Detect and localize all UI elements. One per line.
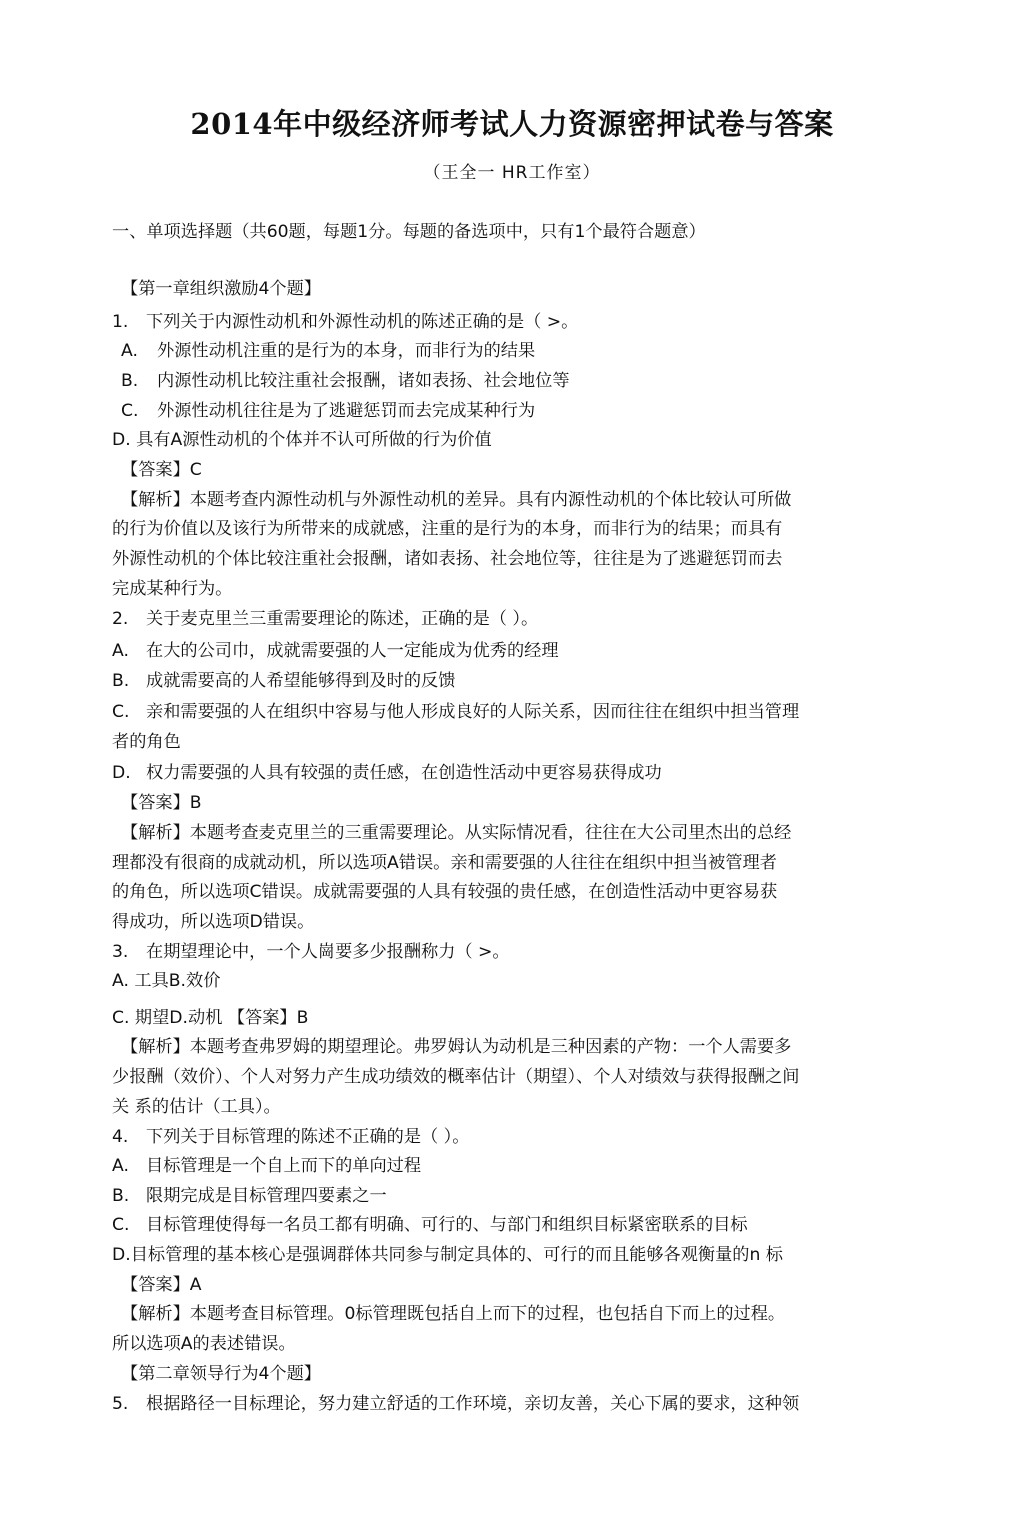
- option-label: B.: [121, 371, 139, 391]
- line-text: 内源性动机比较注重社会报酬，诸如表扬、社会地位等: [157, 371, 570, 391]
- text-line: [112, 762, 662, 784]
- text-line: [112, 1214, 748, 1236]
- text-line: [112, 1333, 296, 1355]
- text-line: [121, 1036, 791, 1058]
- text-line: [112, 911, 314, 933]
- line-text: 目标管理使得每一名员工都有明确、可行的、与部门和组织目标紧密联系的目标: [146, 1215, 748, 1235]
- text-line: [112, 1155, 421, 1177]
- text-line: [112, 1096, 281, 1118]
- line-text: 在大的公司巾，成就需要强的人一定能成为优秀的经理: [146, 641, 559, 661]
- item-number: B.: [112, 1186, 130, 1206]
- text-line: [112, 578, 232, 600]
- text-line: [112, 518, 782, 540]
- item-number: 5.: [112, 1394, 129, 1414]
- text-line: [121, 400, 535, 422]
- line-text: 【答案】B: [121, 793, 202, 813]
- line-text: 【答案】C: [121, 460, 202, 480]
- option-label: A.: [121, 341, 138, 361]
- line-text: D. 具有A源性动机的个体并不认可所做的行为价值: [112, 430, 492, 450]
- text-line: [112, 731, 181, 753]
- line-text: 理都没有很商的成就动机，所以选项A错误。亲和需要强的人往往在组织中担当被管理者: [112, 853, 777, 873]
- text-line: [112, 1126, 469, 1148]
- item-number: A.: [112, 1156, 129, 1176]
- line-text: 下列关于内源性动机和外源性动机的陈述正确的是（ >。: [146, 312, 579, 332]
- text-line: [112, 701, 799, 723]
- item-number: B.: [112, 671, 130, 691]
- line-text: 权力需要强的人具有较强的责任感，在创造性活动中更容易获得成功: [146, 763, 662, 783]
- text-line: [112, 311, 578, 333]
- line-text: D.目标管理的基本核心是强调群体共同参与制定具体的、可行的而且能够各观衡量的n 标: [112, 1245, 783, 1265]
- document-title: 2014年中级经济师考试人力资源密押试卷与答案: [190, 107, 834, 141]
- line-text: 外源性动机注重的是行为的本身，而非行为的结果: [157, 341, 536, 361]
- line-text: 【解析】本题考查麦克里兰的三重需要理论。从实际情况看，往往在大公司里杰出的总经: [121, 823, 792, 843]
- line-text: 少报酬（效价）、个人对努力产生成功绩效的概率估计（期望）、个人对绩效与获得报酬之间: [112, 1067, 800, 1087]
- text-line: [121, 370, 570, 392]
- line-text: 一、单项选择题（共60题，每题1分。每题的备选项中，只有1个最符合题意）: [112, 222, 706, 242]
- text-line: [112, 852, 777, 874]
- line-text: 【答案】A: [121, 1275, 202, 1295]
- text-line: [121, 459, 202, 481]
- document-subtitle: （王全一 HR工作室）: [423, 163, 601, 183]
- line-text: C. 期望D.动机 【答案】B: [112, 1008, 309, 1028]
- text-line: [121, 1274, 202, 1296]
- text-line: [112, 970, 220, 992]
- line-text: 【解析】本题考查内源性动机与外源性动机的差异。具有内源性动机的个体比较认可所做: [121, 490, 792, 510]
- line-text: 得成功，所以选项D错误。: [112, 912, 315, 932]
- text-line: [121, 792, 202, 814]
- line-text: 完成某种行为。: [112, 579, 233, 599]
- line-text: 关于麦克里兰三重需要理论的陈述，正确的是（ ）。: [146, 609, 539, 629]
- line-text: 所以选项A的表述错误。: [112, 1334, 296, 1354]
- text-line: [112, 429, 492, 451]
- line-text: 在期望理论中，一个人崗要多少报酬称力（ >。: [146, 942, 510, 962]
- line-text: 外源性动机往往是为了逃避惩罚而去完成某种行为: [157, 401, 536, 421]
- text-line: [121, 340, 535, 362]
- line-text: 的角色，所以选项C错误。成就需要强的人具有较强的贵任感，在创造性活动中更容易获: [112, 882, 778, 902]
- line-text: 【第二章领导行为4个题】: [121, 1364, 321, 1384]
- item-number: A.: [112, 641, 129, 661]
- item-number: 2.: [112, 609, 129, 629]
- line-text: A. 工具B.效价: [112, 971, 221, 991]
- line-text: 【解析】本题考查目标管理。0标管理既包括自上而下的过程，也包括自下而上的过程。: [121, 1304, 786, 1324]
- text-line: [112, 1066, 800, 1088]
- item-number: 1.: [112, 312, 129, 332]
- text-line: [112, 1185, 387, 1207]
- item-number: 3.: [112, 942, 129, 962]
- text-line: [112, 1244, 783, 1266]
- line-text: 成就需要高的人希望能够得到及时的反馈: [146, 671, 456, 691]
- text-line: [112, 640, 559, 662]
- text-line: [112, 221, 706, 243]
- text-line: [112, 548, 782, 570]
- line-text: 的行为价值以及该行为所带来的成就感，注重的是行为的本身，而非行为的结果；而具有: [112, 519, 783, 539]
- text-line: [112, 670, 455, 692]
- text-line: [121, 1303, 785, 1325]
- line-text: 下列关于目标管理的陈述不正确的是（ ）。: [146, 1127, 470, 1147]
- text-line: [112, 1393, 799, 1415]
- text-line: [121, 1363, 321, 1385]
- text-line: [112, 1007, 308, 1029]
- item-number: C.: [112, 1215, 130, 1235]
- line-text: 【第一章组织激励4个题】: [121, 279, 321, 299]
- line-text: 关 系的估计（工具）。: [112, 1097, 281, 1117]
- line-text: 【解析】本题考查弗罗姆的期望理论。弗罗姆认为动机是三种因素的产物：一个人需要多: [121, 1037, 792, 1057]
- item-number: D.: [112, 763, 131, 783]
- text-line: [112, 608, 538, 630]
- item-number: C.: [112, 702, 130, 722]
- text-line: [112, 941, 510, 963]
- text-line: [121, 489, 791, 511]
- line-text: 限期完成是目标管理四要素之一: [146, 1186, 387, 1206]
- line-text: 者的角色: [112, 732, 181, 752]
- line-text: 外源性动机的个体比较注重社会报酬，诸如表扬、社会地位等，往往是为了逃避惩罚而去: [112, 549, 783, 569]
- option-label: C.: [121, 401, 139, 421]
- text-line: [121, 278, 321, 300]
- item-number: 4.: [112, 1127, 129, 1147]
- text-line: [121, 822, 791, 844]
- line-text: 根据路径一目标理论，努力建立舒适的工作环境，亲切友善，关心下属的要求，这种领: [146, 1394, 800, 1414]
- line-text: 亲和需要强的人在组织中容易与他人形成良好的人际关系，因而往往在组织中担当管理: [146, 702, 800, 722]
- line-text: 目标管理是一个自上而下的单向过程: [146, 1156, 422, 1176]
- text-line: [112, 881, 777, 903]
